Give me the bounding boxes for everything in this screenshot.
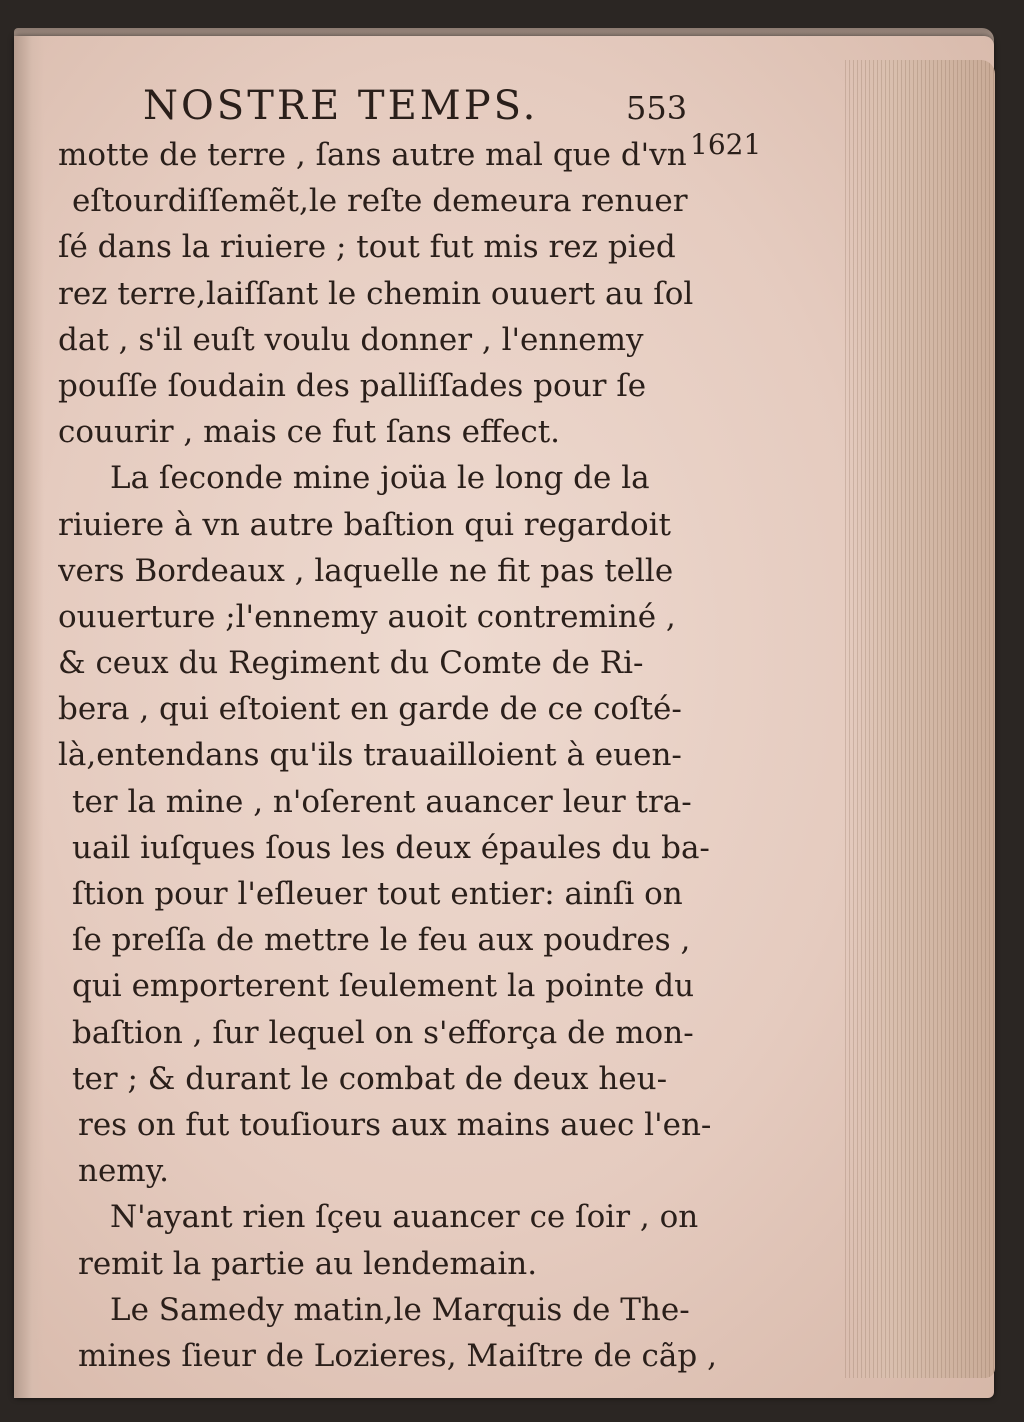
text-line: res on fut touſiours aux mains auec l'en- — [78, 1106, 712, 1143]
page-stack-edges — [845, 60, 995, 1378]
page-header — [58, 82, 748, 130]
page-gutter — [14, 36, 44, 1398]
text-line: N'ayant rien ſçeu auancer ce ſoir , on — [110, 1199, 699, 1236]
text-line: couurir , mais ce fut ſans effect. — [58, 414, 561, 451]
text-line: pouſſe ſoudain des palliſſades pour ſe — [58, 367, 647, 404]
text-line: ter ; & durant le combat de deux heu- — [72, 1060, 668, 1097]
text-line: nemy. — [78, 1153, 169, 1190]
text-line: motte de terre , ſans autre mal que d'vn — [58, 137, 687, 173]
text-line: remit la partie au lendemain. — [78, 1245, 538, 1282]
text-line: bera , qui eſtoient en garde de ce coſté- — [58, 691, 682, 728]
text-line: là,entendans qu'ils trauailloient à euen- — [58, 737, 682, 774]
text-line: baſtion , ſur lequel on s'efforça de mon- — [72, 1014, 694, 1051]
text-line: ouuerture ;l'ennemy auoit contreminé , — [58, 598, 676, 635]
body-text — [58, 132, 748, 1379]
text-line: dat , s'il euſt voulu donner , l'ennemy — [58, 321, 644, 358]
text-line: ter la mine , n'oſerent auancer leur tra- — [72, 783, 692, 820]
text-line: Le Samedy matin,le Marquis de The- — [110, 1291, 690, 1328]
text-line: mines ſieur de Lozieres, Maiſtre de cãp , — [78, 1337, 717, 1374]
text-line: vers Bordeaux , laquelle ne fit pas telle — [58, 552, 674, 589]
text-line: uail iuſques ſous les deux épaules du ba- — [72, 829, 710, 866]
text-line: ſtion pour l'eſleuer tout entier: ainſi on — [72, 876, 683, 912]
text-line: ſé dans la riuiere ; tout fut mis rez pied — [58, 229, 676, 266]
text-line: qui emporterent ſeulement la pointe du — [72, 968, 695, 1005]
text-line: ſe preſſa de mettre le feu aux poudres , — [72, 922, 691, 959]
text-line: La ſeconde mine joüa le long de la — [110, 460, 650, 497]
page-number: 553 — [626, 89, 688, 127]
text-line: rez terre,laiſſant le chemin ouuert au ſol — [58, 275, 694, 312]
text-line: & ceux du Regiment du Comte de Ri- — [58, 645, 644, 682]
running-title: NOSTRE TEMPS. — [143, 83, 539, 129]
page-text-block — [58, 82, 748, 1379]
text-line: eſtourdiſſemẽt,le reſte demeura renuer — [72, 183, 688, 220]
margin-year: 1621 — [690, 128, 762, 161]
text-line: riuiere à vn autre baſtion qui regardoit — [58, 506, 671, 543]
